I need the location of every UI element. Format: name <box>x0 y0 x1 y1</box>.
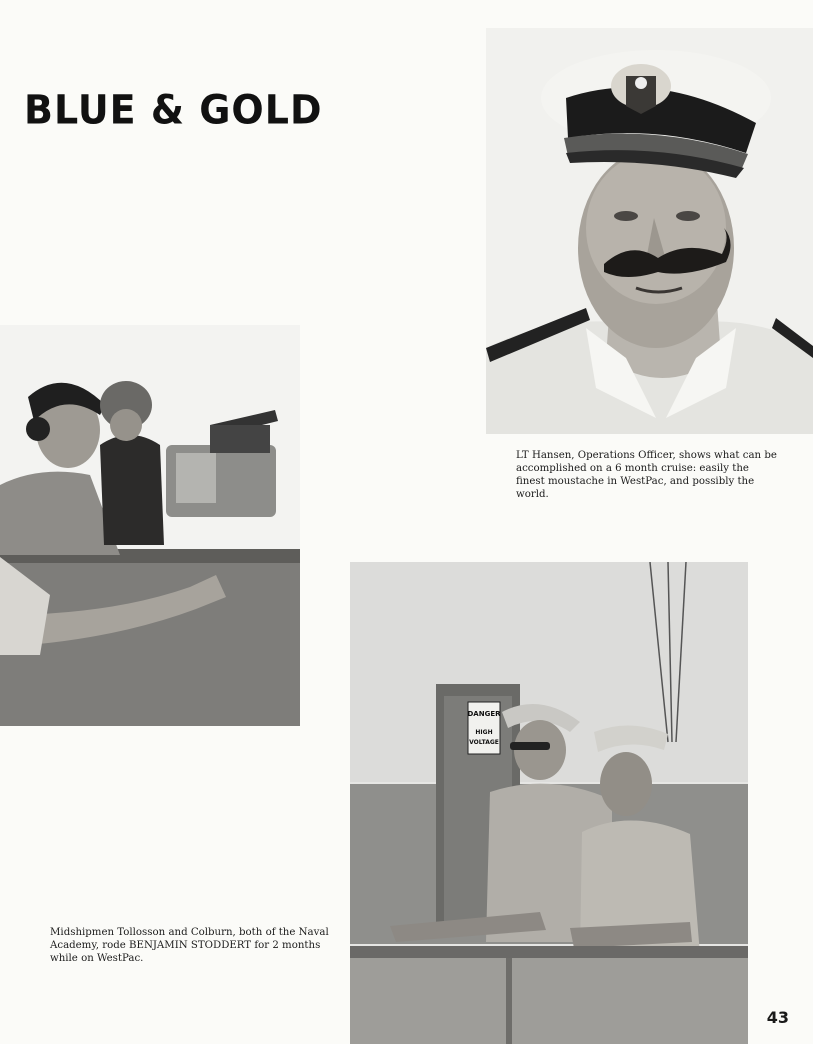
officer-caption: LT Hansen, Operations Officer, shows what can be accomplished on a 6 month cruise: easily the finest moustache in WestPac, and possibly the world. <box>516 450 777 500</box>
midshipmen-caption: Midshipmen Tollosson and Colburn, both of the Naval Academy, rode BENJAMIN STODDERT for 2 months while on WestPac. <box>50 927 329 964</box>
midshipmen-photo <box>350 562 748 1044</box>
officer-portrait-photo <box>486 28 813 434</box>
sign-high-text: HIGH <box>475 729 493 736</box>
sign-voltage-text: VOLTAGE <box>469 739 499 746</box>
danger-sign-text: DANGER <box>467 710 501 718</box>
page-number: 43 <box>766 1008 789 1027</box>
gun-crew-photo <box>0 325 300 726</box>
page-title: BLUE & GOLD <box>24 86 323 134</box>
